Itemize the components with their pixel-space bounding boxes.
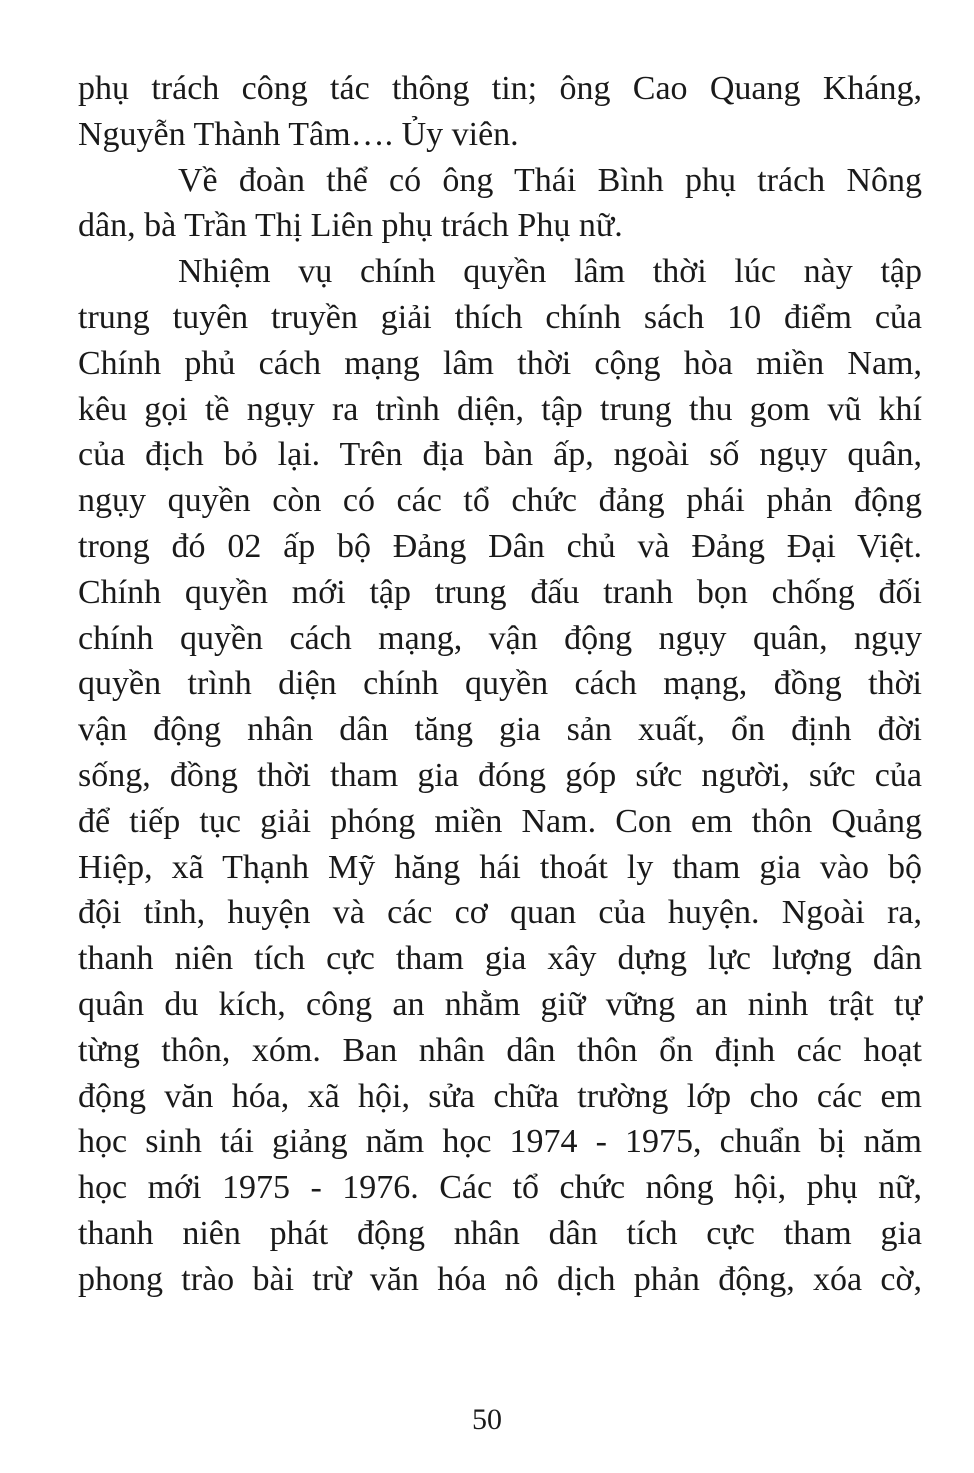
text-line: Nhiệm vụ chính quyền lâm thời lúc này tập — [178, 253, 922, 291]
text-line: Nguyễn Thành Tâm…. Ủy viên. — [78, 115, 519, 153]
text-line: trung tuyên truyền giải thích chính sách 10 điểm của — [78, 298, 922, 336]
text-line: Hiệp, xã Thạnh Mỹ hăng hái thoát ly tham gia vào bộ — [78, 848, 922, 886]
text-line: phong trào bài trừ văn hóa nô dịch phản động, xóa cờ, — [78, 1260, 922, 1298]
text-line: chính quyền cách mạng, vận động ngụy quân, ngụy — [78, 619, 922, 657]
text-line: quyền trình diện chính quyền cách mạng, đồng thời — [78, 665, 922, 703]
body-text — [78, 66, 922, 1303]
text-line: sống, đồng thời tham gia đóng góp sức người, sức của — [78, 756, 922, 794]
text-line: dân, bà Trần Thị Liên phụ trách Phụ nữ. — [78, 207, 623, 245]
text-line: từng thôn, xóm. Ban nhân dân thôn ổn định các hoạt — [78, 1031, 922, 1069]
text-line: động văn hóa, xã hội, sửa chữa trường lớp cho các em — [78, 1077, 922, 1115]
text-line: thanh niên tích cực tham gia xây dựng lực lượng dân — [78, 940, 922, 978]
text-line: học mới 1975 - 1976. Các tổ chức nông hội, phụ nữ, — [78, 1169, 922, 1207]
page-number: 50 — [472, 1403, 502, 1436]
text-line: Chính quyền mới tập trung đấu tranh bọn chống đối — [78, 573, 922, 611]
text-line: trong đó 02 ấp bộ Đảng Dân chủ và Đảng Đại Việt. — [78, 527, 922, 565]
text-line: đội tỉnh, huyện và các cơ quan của huyện. Ngoài ra, — [78, 894, 922, 932]
text-line: của địch bỏ lại. Trên địa bàn ấp, ngoài số ngụy quân, — [78, 436, 922, 474]
text-line: quân du kích, công an nhằm giữ vững an ninh trật tự — [78, 985, 922, 1023]
text-line: học sinh tái giảng năm học 1974 - 1975, chuẩn bị năm — [78, 1123, 922, 1161]
text-line: ngụy quyền còn có các tổ chức đảng phái phản động — [78, 482, 922, 520]
text-line: phụ trách công tác thông tin; ông Cao Quang Kháng, — [78, 70, 922, 107]
text-line: để tiếp tục giải phóng miền Nam. Con em thôn Quảng — [78, 802, 922, 840]
text-line: thanh niên phát động nhân dân tích cực tham gia — [78, 1214, 922, 1252]
text-line: kêu gọi tề ngụy ra trình diện, tập trung thu gom vũ khí — [78, 390, 922, 428]
text-line: Chính phủ cách mạng lâm thời cộng hòa miền Nam, — [78, 344, 922, 382]
text-line: Về đoàn thể có ông Thái Bình phụ trách Nông — [178, 161, 922, 199]
text-line: vận động nhân dân tăng gia sản xuất, ổn định đời — [78, 711, 922, 749]
